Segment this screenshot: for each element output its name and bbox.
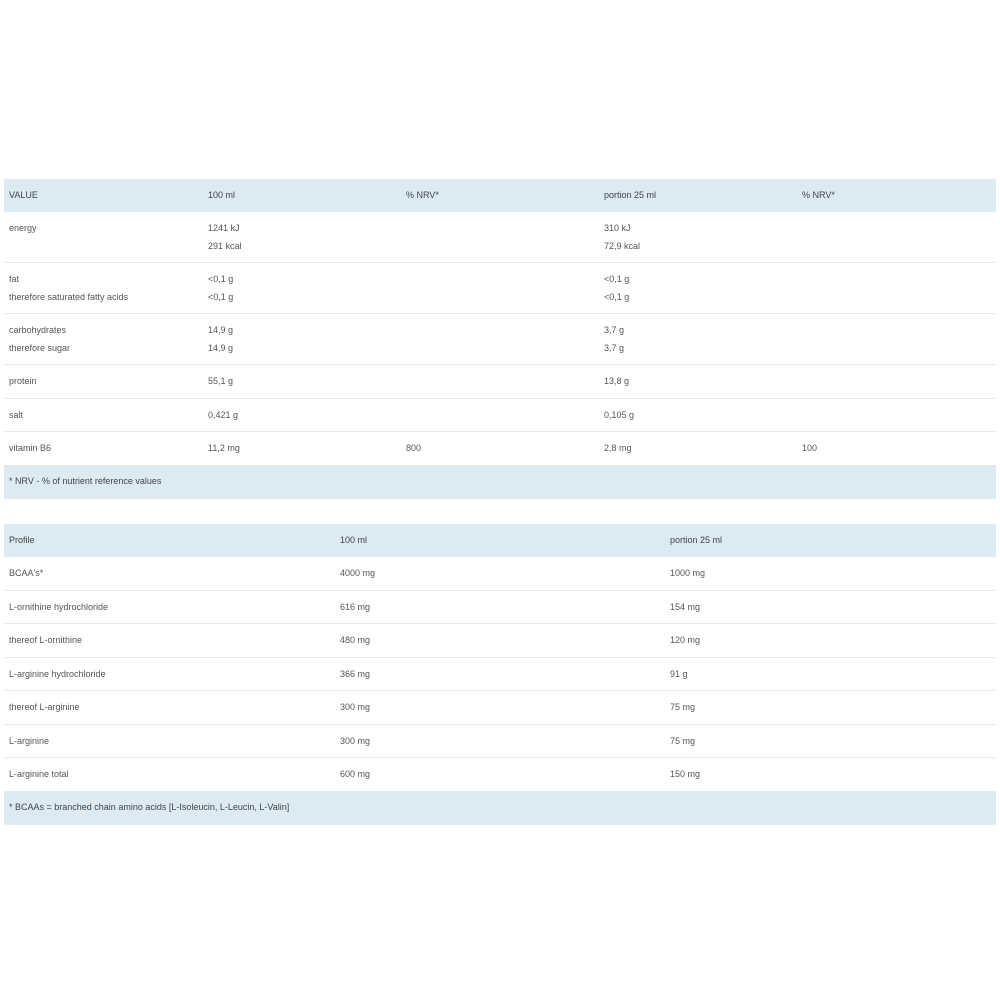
value-per-100ml: 1241 kJ [208, 223, 240, 233]
nrv-per-portion-cell [797, 398, 996, 432]
value-per-portion: 1000 mg [665, 557, 996, 590]
nrv-per-100ml-cell [401, 314, 599, 365]
profile-row [4, 724, 996, 758]
profile-header-row [4, 524, 996, 557]
value-per-portion-cell [599, 432, 797, 466]
amino-acid-name: L-arginine total [4, 758, 335, 792]
value-per-portion: 91 g [665, 657, 996, 691]
nutrition-row [4, 398, 996, 432]
value-per-portion: 3,7 g [604, 342, 625, 353]
value-per-portion: 72,9 kcal [604, 240, 641, 251]
nutrient-name: therefore sugar [9, 342, 71, 353]
nutrient-name: protein [9, 376, 37, 386]
value-per-portion: 150 mg [665, 758, 996, 792]
value-per-100ml-cell [203, 432, 401, 466]
value-per-100ml: 14,9 g [208, 342, 234, 353]
value-per-portion-cell [599, 314, 797, 365]
profile-row [4, 758, 996, 792]
column-header-value: VALUE [4, 179, 203, 212]
value-per-100ml-cell [203, 212, 401, 263]
value-per-portion-cell [599, 398, 797, 432]
nrv-per-100ml: 800 [406, 443, 422, 453]
value-per-100ml-cell [203, 398, 401, 432]
nrv-per-100ml-cell [401, 263, 599, 314]
nutrient-name-cell [4, 263, 203, 314]
profile-footnote-row [4, 791, 996, 825]
value-per-100ml-cell [203, 314, 401, 365]
profile-row [4, 557, 996, 590]
value-per-portion: 75 mg [665, 724, 996, 758]
nrv-per-portion-cell [797, 365, 996, 399]
value-per-portion: 75 mg [665, 691, 996, 725]
profile-row [4, 691, 996, 725]
profile-footnote: * BCAAs = branched chain amino acids [L-Isoleucin, L-Leucin, L-Valin] [4, 791, 996, 825]
nutrient-name-cell [4, 314, 203, 365]
column-header-per-100ml: 100 ml [203, 179, 401, 212]
value-per-100ml: <0,1 g [208, 291, 234, 302]
value-per-100ml: 0,421 g [208, 409, 239, 420]
nutrient-name-cell [4, 365, 203, 399]
nutrition-footnote-row [4, 465, 996, 499]
value-per-100ml-cell [203, 365, 401, 399]
value-per-100ml: 291 kcal [208, 240, 242, 251]
amino-acid-name: thereof L-ornithine [4, 624, 335, 658]
nutrition-row [4, 314, 996, 365]
nutrient-name-cell [4, 398, 203, 432]
profile-row [4, 657, 996, 691]
value-per-portion: 154 mg [665, 590, 996, 624]
value-per-100ml: 616 mg [335, 590, 665, 624]
nutrient-name-cell [4, 212, 203, 263]
column-header-nrv-portion: % NRV* [797, 179, 996, 212]
amino-acid-name: L-ornithine hydrochloride [4, 590, 335, 624]
value-per-portion: 0,105 g [604, 409, 635, 420]
nutrient-name: vitamin B6 [9, 443, 52, 453]
nrv-per-100ml-cell [401, 432, 599, 466]
nrv-per-portion-cell [797, 432, 996, 466]
nutrition-row [4, 432, 996, 466]
value-per-100ml: 300 mg [335, 724, 665, 758]
value-per-portion: 120 mg [665, 624, 996, 658]
nutrient-name: carbohydrates [9, 325, 67, 335]
value-per-portion-cell [599, 263, 797, 314]
amino-acid-profile-table [4, 524, 996, 825]
amino-acid-name: thereof L-arginine [4, 691, 335, 725]
nutrient-name: therefore saturated fatty acids [9, 291, 129, 302]
nutrition-table [4, 179, 996, 499]
nrv-per-portion-cell [797, 263, 996, 314]
nrv-per-100ml-cell [401, 365, 599, 399]
nrv-per-portion: 100 [802, 443, 818, 453]
column-header-profile: Profile [4, 524, 335, 557]
value-per-portion: 13,8 g [604, 376, 630, 386]
value-per-portion: 3,7 g [604, 325, 625, 335]
amino-acid-name: BCAA's* [4, 557, 335, 590]
nrv-per-100ml-cell [401, 398, 599, 432]
column-header-nrv: % NRV* [401, 179, 599, 212]
value-per-100ml: 480 mg [335, 624, 665, 658]
amino-acid-name: L-arginine hydrochloride [4, 657, 335, 691]
value-per-portion: 310 kJ [604, 223, 631, 233]
value-per-portion-cell [599, 365, 797, 399]
value-per-100ml: 14,9 g [208, 325, 234, 335]
value-per-portion-cell [599, 212, 797, 263]
value-per-100ml: 366 mg [335, 657, 665, 691]
value-per-100ml: 11,2 mg [208, 443, 240, 453]
value-per-portion: <0,1 g [604, 274, 630, 284]
value-per-100ml: 600 mg [335, 758, 665, 792]
nrv-per-100ml-cell [401, 212, 599, 263]
value-per-100ml: 55,1 g [208, 376, 234, 386]
nutrition-row [4, 365, 996, 399]
nrv-per-portion-cell [797, 314, 996, 365]
nutrient-name-cell [4, 432, 203, 466]
value-per-100ml: 300 mg [335, 691, 665, 725]
nutrition-row [4, 212, 996, 263]
column-header-portion: portion 25 ml [665, 524, 996, 557]
nutrient-name: energy [9, 223, 37, 233]
column-header-per-100ml: 100 ml [335, 524, 665, 557]
nutrition-header-row [4, 179, 996, 212]
nutrition-row [4, 263, 996, 314]
value-per-portion: <0,1 g [604, 291, 630, 302]
nutrient-name: salt [9, 409, 24, 420]
amino-acid-name: L-arginine [4, 724, 335, 758]
profile-row [4, 624, 996, 658]
nutrition-footnote: * NRV - % of nutrient reference values [4, 465, 996, 499]
nrv-per-portion-cell [797, 212, 996, 263]
profile-row [4, 590, 996, 624]
value-per-100ml: <0,1 g [208, 274, 234, 284]
column-header-portion: portion 25 ml [599, 179, 797, 212]
value-per-100ml-cell [203, 263, 401, 314]
value-per-100ml: 4000 mg [335, 557, 665, 590]
nutrient-name: fat [9, 274, 20, 284]
value-per-portion: 2,8 mg [604, 443, 632, 453]
